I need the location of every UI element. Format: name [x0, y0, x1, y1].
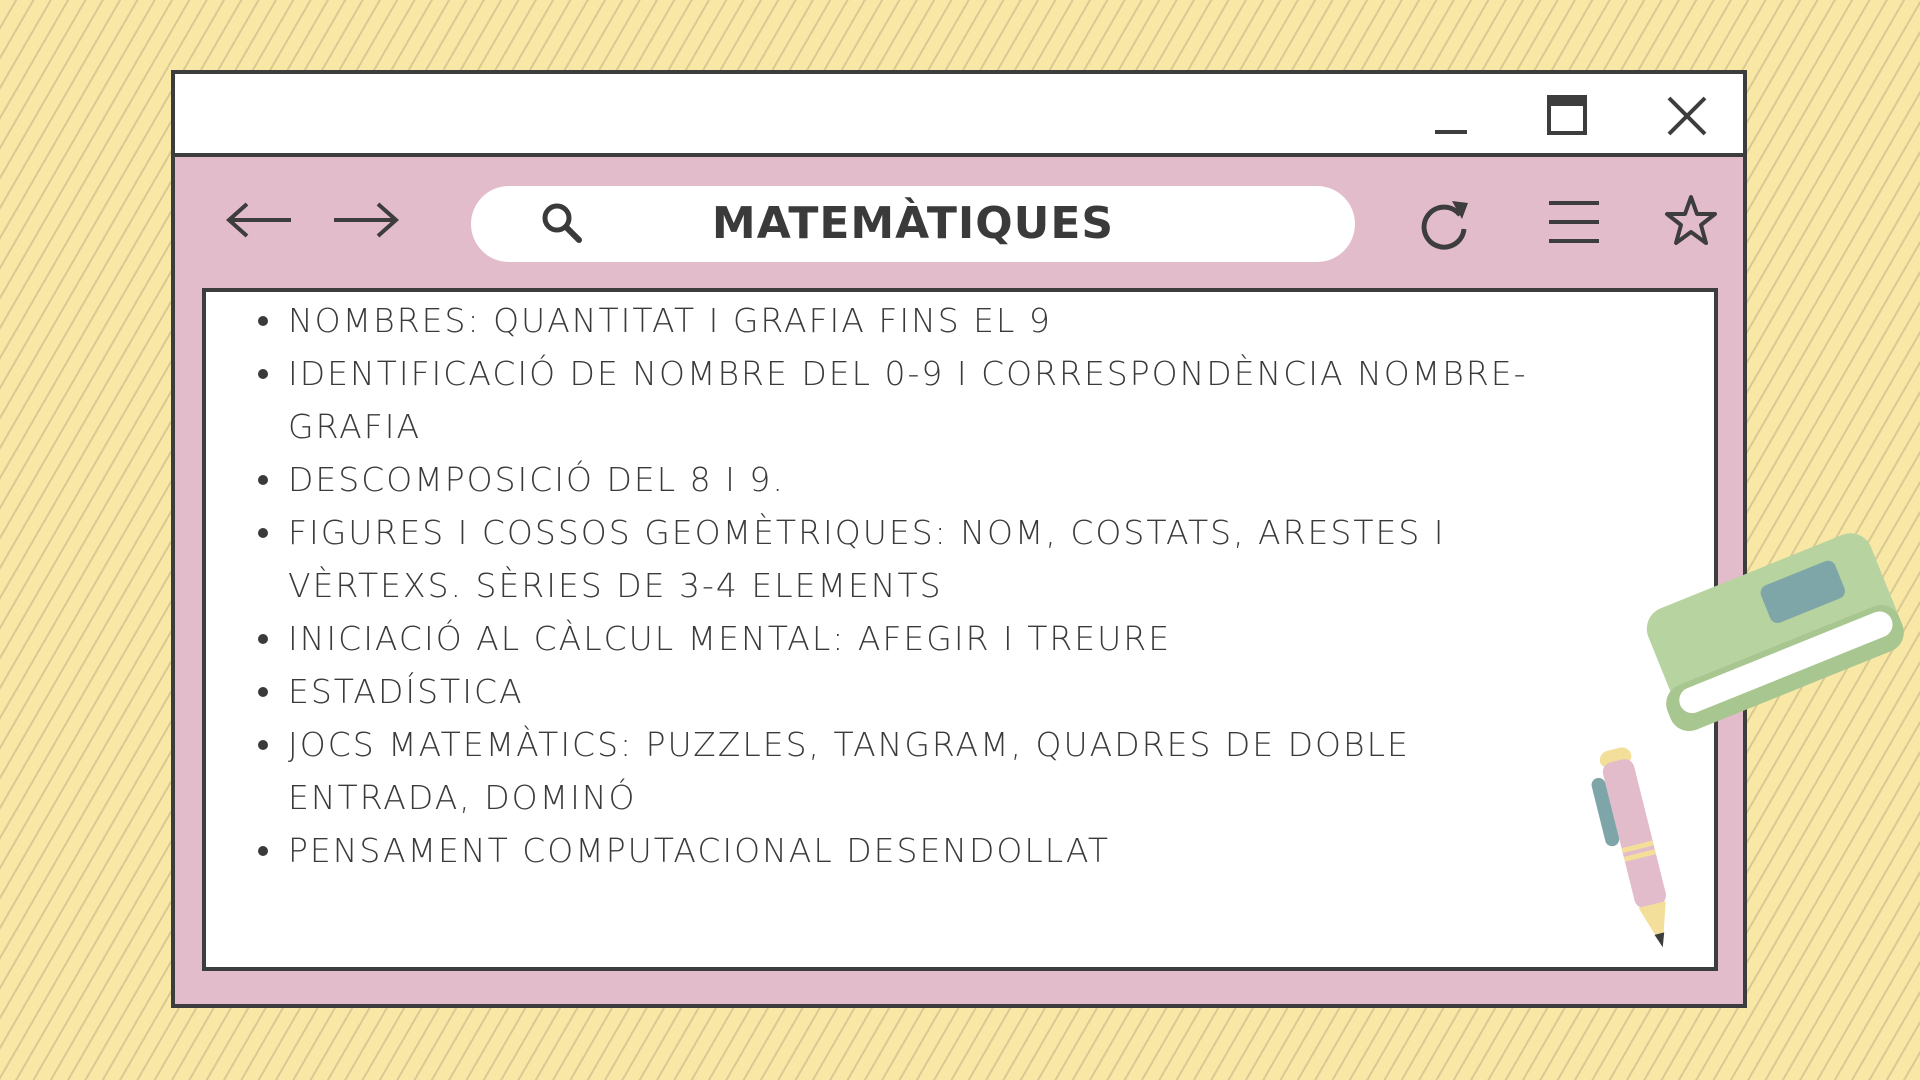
close-icon[interactable] [1661, 94, 1711, 138]
search-icon[interactable] [537, 199, 587, 249]
star-icon[interactable] [1663, 193, 1719, 253]
maximize-icon[interactable] [1541, 94, 1591, 138]
menu-icon[interactable] [1547, 197, 1601, 251]
list-item: IDENTIFICACIÓ DE NOMBRE DEL 0-9 I CORRESPONDÈNCIA NOMBRE-GRAFIA [256, 347, 1546, 453]
list-item: JOCS MATEMÀTICS: PUZZLES, TANGRAM, QUADRES DE DOBLE ENTRADA, DOMINÓ [256, 718, 1546, 824]
title-bar [175, 74, 1743, 157]
page-title: MATEMÀTIQUES [711, 198, 1115, 249]
toolbar [175, 157, 1743, 277]
book-icon [1626, 528, 1920, 742]
address-bar[interactable] [471, 186, 1355, 262]
list-item: ESTADÍSTICA [256, 665, 1546, 718]
refresh-icon[interactable] [1418, 193, 1474, 257]
list-item: FIGURES I COSSOS GEOMÈTRIQUES: NOM, COSTATS, ARESTES I VÈRTEXS. SÈRIES DE 3-4 ELEMENTS [256, 506, 1546, 612]
list-item: NOMBRES: QUANTITAT I GRAFIA FINS EL 9 [256, 294, 1546, 347]
topic-list [256, 294, 1546, 877]
list-item: DESCOMPOSICIÓ DEL 8 I 9. [256, 453, 1546, 506]
list-item: PENSAMENT COMPUTACIONAL DESENDOLLAT [256, 824, 1546, 877]
browser-window [171, 70, 1747, 1008]
pen-icon [1580, 736, 1700, 980]
content-panel [202, 288, 1718, 971]
list-item: INICIACIÓ AL CÀLCUL MENTAL: AFEGIR I TREURE [256, 612, 1546, 665]
minimize-icon[interactable] [1425, 94, 1475, 138]
arrow-left-icon[interactable] [225, 200, 295, 244]
arrow-right-icon[interactable] [330, 200, 400, 244]
